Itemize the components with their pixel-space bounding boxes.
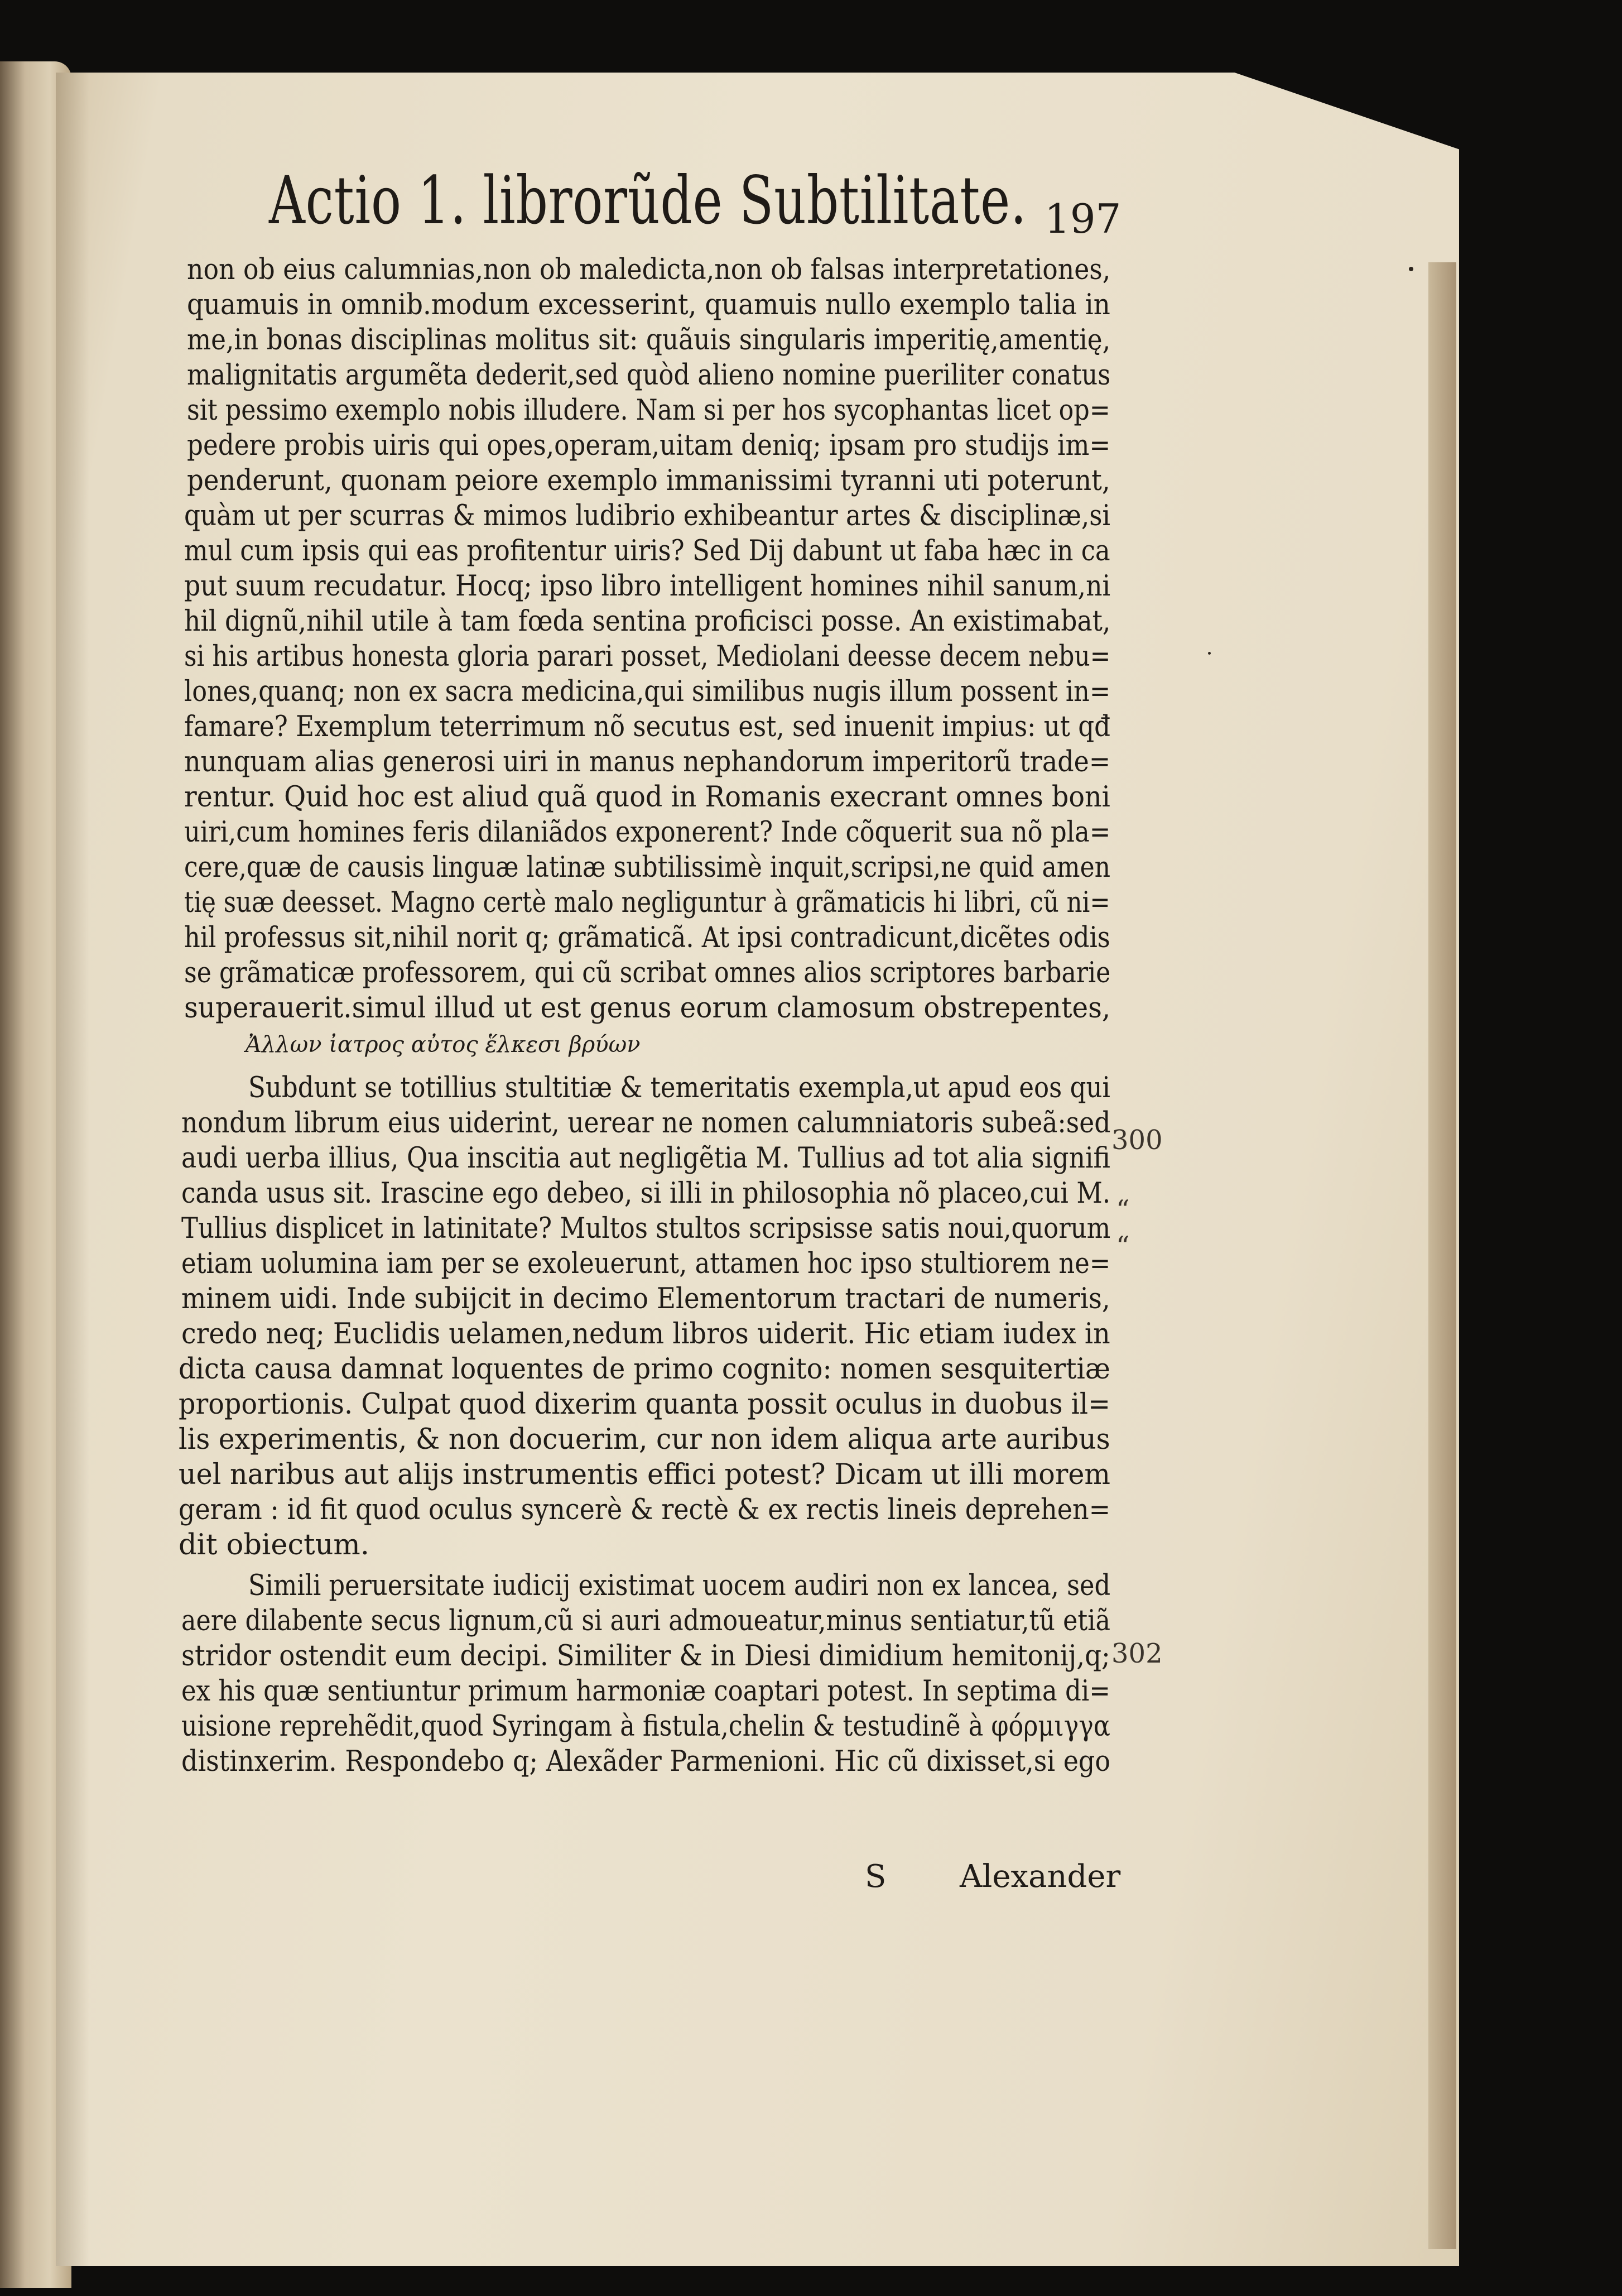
text-line: rentur. Quid hoc est aliud quã quod in Romanis execrant omnes boni [184,781,1110,814]
text-line: lis experimentis, & non docuerim, cur non idem aliqua arte auribus [179,1423,1110,1456]
text-line: hil dignũ,nihil utile à tam fœda sentina proficisci posse. An existimabat, [184,605,1111,638]
text-line: non ob eius calumnias,non ob maledicta,non ob falsas interpretationes, [187,253,1111,286]
text-line: canda usus sit. Irascine ego debeo, si illi in philosophia nõ placeo,cui M. [181,1177,1111,1210]
text-line: lones,quanq; non ex sacra medicina,qui similibus nugis illum possent in= [184,675,1111,708]
margin-quote-mark: “ [1116,1194,1130,1226]
text-line: mul cum ipsis qui eas profitentur uiris? Sed Dij dabunt ut faba hæc in ca [184,535,1110,568]
text-line: nunquam alias generosi uiri in manus nephandorum imperitorũ trade= [184,746,1111,779]
text-line: ex his quæ sentiuntur primum harmoniæ coaptari potest. In septima di= [181,1675,1110,1708]
text-line: put suum recudatur. Hocq; ipso libro intelligent homines nihil sanum,ni [184,570,1111,603]
text-line: proportionis. Culpat quod dixerim quanta possit oculus in duobus il= [179,1388,1110,1421]
text-line: si his artibus honesta gloria parari posset, Mediolani deesse decem nebu= [184,640,1111,673]
text-line: stridor ostendit eum decipi. Similiter & in Diesi dimidium hemitonij,q; [181,1640,1110,1673]
text-line: famare? Exemplum teterrimum nõ secutus est, sed inuenit impius: ut qđ [184,710,1111,743]
text-line: uel naribus aut alijs instrumentis effici potest? Dicam ut illi morem [179,1458,1111,1491]
text-line: distinxerim. Respondebo q; Alexãder Parmenioni. Hic cũ dixisset,si ego [181,1745,1111,1778]
text-line: sit pessimo exemplo nobis illudere. Nam si per hos sycophantas licet op= [187,394,1110,427]
text-line: audi uerba illius, Qua inscitia aut negligẽtia M. Tullius ad tot alia signifi [181,1142,1110,1175]
text-line: malignitatis argumẽta dederit,sed quòd alieno nomine pueriliter conatus [187,359,1111,392]
text-line: aere dilabente secus lignum,cũ si auri admoueatur,minus sentiatur,tũ etiã [181,1605,1111,1637]
text-line: cere,quæ de causis linguæ latinæ subtilissimè inquit,scripsi,ne quid amen [184,851,1111,884]
running-head: Actio 1. librorũde Subtilitate. [269,162,1027,239]
text-line: pedere probis uiris qui opes,operam,uitam deniq; ipsam pro studijs im= [187,429,1111,462]
text-line: minem uidi. Inde subijcit in decimo Elementorum tractari de numeris, [181,1283,1110,1315]
text-line: nondum librum eius uiderint, uerear ne nomen calumniatoris subeã:sed [181,1107,1111,1140]
margin-number: 300 [1111,1125,1163,1156]
text-line: hil professus sit,nihil norit q; grãmaticã. At ipsi contradicunt,dicẽtes odis [184,921,1110,954]
text-line: etiam uolumina iam per se exoleuerunt, attamen hoc ipso stultiorem ne= [181,1247,1111,1280]
margin-number: 302 [1111,1638,1163,1669]
text-line: credo neq; Euclidis uelamen,nedum libros uiderit. Hic etiam iudex in [181,1318,1110,1351]
text-line: superauerit.simul illud ut est genus eorum clamosum obstrepentes, [184,992,1111,1025]
text-line: me,in bonas disciplinas molitus sit: quãuis singularis imperitię,amentię, [187,324,1111,357]
text-line: geram : id fit quod oculus syncerè & rectè & ex rectis lineis deprehen= [179,1493,1111,1526]
catchword: Alexander [960,1858,1121,1895]
text-line: quàm ut per scurras & mimos ludibrio exhibeantur artes & disciplinæ,si [184,499,1110,532]
text-line: penderunt, quonam peiore exemplo immanissimi tyranni uti poterunt, [187,464,1110,497]
text-line: quamuis in omnib.modum excesserint, quamuis nullo exemplo talia in [187,289,1110,321]
text-line: dicta causa damnat loquentes de primo cognito: nomen sesquitertiæ [179,1353,1110,1386]
text-line: se grãmaticæ professorem, qui cũ scribat omnes alios scriptores barbarie [184,957,1111,990]
greek-quotation: Ἀλλων ἰατρος αὐτος ἕλκεσι βρύων [246,1032,641,1058]
text-line: Tullius displicet in latinitate? Multos stultos scripsisse satis noui,quorum [181,1212,1111,1245]
margin-quote-mark: “ [1116,1231,1130,1262]
text-line: uiri,cum homines feris dilaniãdos exponerent? Inde cõquerit sua nõ pla= [184,816,1111,849]
signature-mark: S [865,1858,887,1895]
text-line: tię suæ deesset. Magno certè malo negliguntur à grãmaticis hi libri, cũ ni= [184,886,1110,919]
text-line: uisione reprehẽdit,quod Syringam à fistula,chelin & testudinẽ à φόρμιγγα [181,1710,1110,1743]
text-line: dit obiectum. [179,1529,369,1562]
text-line: Subdunt se totillius stultitiæ & temeritatis exempla,ut apud eos qui [248,1072,1110,1104]
text-line: Simili peruersitate iudicij existimat uocem audiri non ex lancea, sed [248,1569,1111,1602]
folio-number: 197 [1045,195,1122,242]
